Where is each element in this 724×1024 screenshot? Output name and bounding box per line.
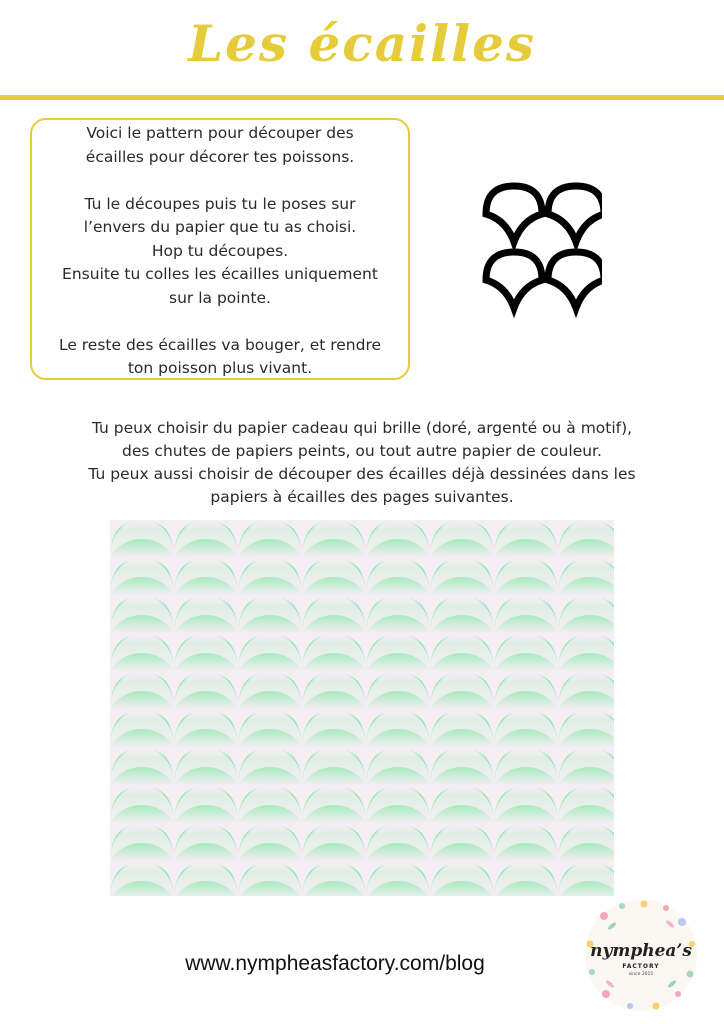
paper-choice-line: des chutes de papiers peints, ou tout autre papier de couleur. (122, 442, 602, 460)
instructions-paragraph-2 (42, 193, 398, 311)
paper-choice-line: Tu peux aussi choisir de découper des écailles déjà dessinées dans les (88, 465, 636, 483)
instructions-line: Le reste des écailles va bouger, et rendre (58, 335, 382, 354)
nympheas-factory-logo (582, 896, 700, 1014)
instructions-line: Voici le pattern pour découper des (86, 124, 354, 142)
instructions-line: Hop tu découpes. (151, 241, 289, 260)
logo-tagline: since 2015 (628, 972, 654, 977)
instructions-paragraph-1 (42, 122, 398, 169)
instructions-box (30, 118, 410, 380)
scale-template-shape-2 (548, 186, 602, 242)
title-underline (0, 95, 724, 100)
scale-paper-sample (110, 520, 614, 896)
logo-name: nymphea’s (590, 941, 692, 961)
instructions-paragraph-3 (42, 334, 398, 381)
website-link[interactable]: www.nympheasfactory.com/blog (185, 952, 485, 975)
scale-template-shape-4 (548, 252, 602, 308)
instructions-line: Ensuite tu colles les écailles uniquement (62, 265, 378, 283)
instructions-line: ton poisson plus vivant. (127, 359, 313, 377)
instructions-line: Tu le découpes puis tu le poses sur (84, 194, 356, 213)
logo-subtitle: FACTORY (622, 963, 660, 970)
paper-choice-line: papiers à écailles des pages suivantes. (210, 488, 514, 506)
page-title: Les écailles (187, 14, 537, 73)
scale-cutout-pattern (482, 180, 602, 320)
scale-template-shape-3 (486, 252, 542, 308)
paper-choice-line: Tu peux choisir du papier cadeau qui brille (doré, argenté ou à motif), (91, 419, 633, 437)
scale-template-shape-1 (486, 186, 542, 242)
paper-choice-text (20, 417, 704, 509)
instructions-line: sur la pointe. (169, 288, 271, 307)
instructions-line: écailles pour décorer tes poissons. (85, 147, 355, 166)
instructions-line: l’envers du papier que tu as choisi. (83, 218, 357, 236)
